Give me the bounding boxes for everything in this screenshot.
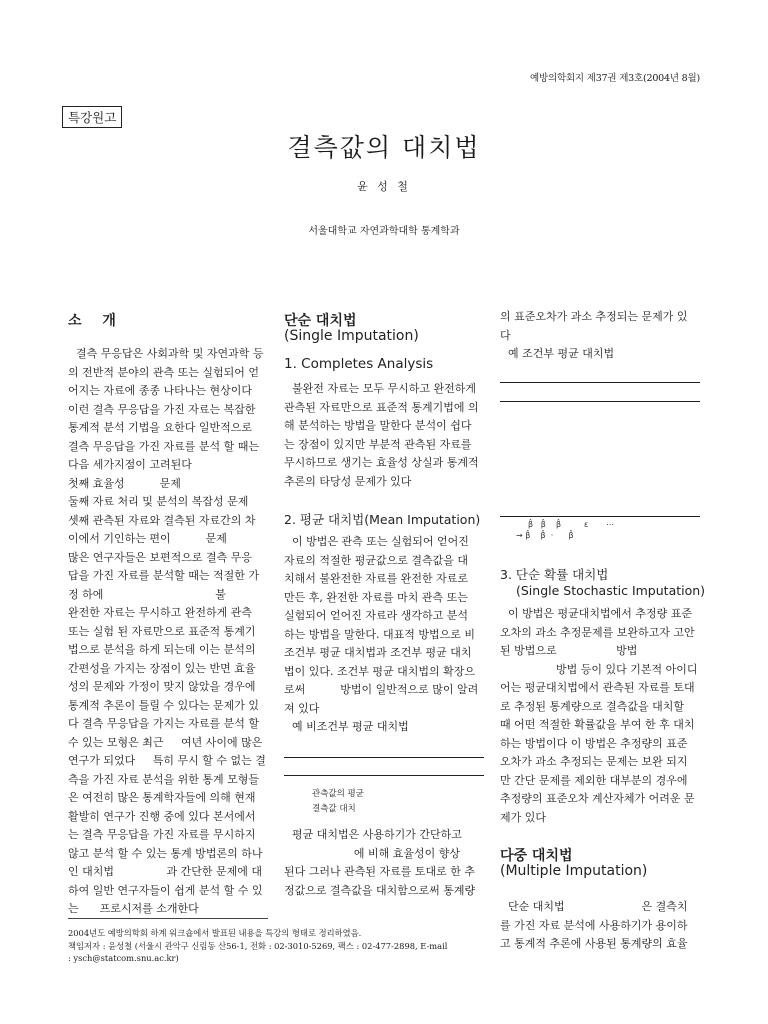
text-line: 많은 연구자들은 보편적으로 결측 무응 <box>68 550 253 564</box>
text-line: 성의 문제와 가정이 맞지 않았을 경우에 <box>68 680 256 693</box>
text-line: 추정량의 표준오차 계산자체가 어려운 문 <box>500 792 695 805</box>
text-line: 방법 등이 있다 기본적 아이디 <box>500 662 698 676</box>
mean-imputation-continued <box>284 826 484 900</box>
text-line: 해 분석하는 방법을 말한다 분석이 쉽다 <box>284 419 472 432</box>
text-line: 하는 방법을 말한다. 대표적 방법으로 비 <box>284 627 475 641</box>
text-line: 않고 분석 할 수 있는 통계 방법론의 하나 <box>68 846 263 860</box>
section-heading-multiple-imputation-en: (Multiple Imputation) <box>500 863 648 879</box>
text-line: 완전한 자료는 무시하고 완전하게 관측 <box>68 606 253 619</box>
text-line: 활발히 연구가 진행 중에 있다 본서에서 <box>68 809 256 823</box>
figure-label-imputed: 결측값 대치 <box>312 804 356 814</box>
text-line: 이에서 기인하는 편이 문제 <box>68 532 227 545</box>
text-line: 수 있는 모형은 최근 여년 사이에 많은 <box>68 735 263 749</box>
text-line: 다음 세가지점이 고려된다 <box>68 458 192 471</box>
text-line: 져 있다 <box>284 701 320 715</box>
text-line: 다 결측 무응답을 가지는 자료를 분석 할 <box>68 717 259 730</box>
example-unconditional-mean: 예 비조건부 평균 대치법 <box>292 720 409 733</box>
text-line: 연구가 되었다 특히 무시 할 수 없는 결 <box>68 754 266 767</box>
footnote-line-1: 2004년도 예방의학회 하계 워크숍에서 발표된 내용을 특강의 형태로 정리하였음. <box>68 928 362 938</box>
text-line: 관측된 자료만으로 표준적 통계기법에 의 <box>284 400 479 414</box>
author-affiliation: 서울대학교 자연과학대학 통계학과 <box>308 226 460 237</box>
text-line: 셋째 관측된 자료와 결측된 자료간의 차 <box>68 513 256 527</box>
text-line: 하여 일반 연구자들이 쉽게 분석 할 수 있 <box>68 883 263 897</box>
text-line: 통계적 분석 기법을 요한다 일반적으로 <box>68 421 253 434</box>
text-line: 추론의 타당성 문제가 있다 <box>284 474 412 488</box>
text-line: 다 <box>500 328 511 342</box>
text-line: 제가 있다 <box>500 810 547 824</box>
subheading-stochastic-en: (Single Stochastic Imputation) <box>516 583 706 598</box>
text-line: 는 프로시저를 소개한다 <box>68 902 199 915</box>
stochastic-imputation-body <box>500 605 700 827</box>
text-line: 간편성을 가지는 장점이 있는 반면 효율 <box>68 661 256 675</box>
text-line: 단순 대치법 은 결측치 <box>508 900 688 913</box>
text-line: 이 방법은 관측 또는 실험되어 얻어진 <box>292 535 469 548</box>
regression-equation-line2: → β̂ β̂ · β̂ <box>516 531 574 540</box>
section-heading-multiple-imputation-kr: 다중 대치법 <box>500 848 573 864</box>
text-line: 만 간단 문제를 제외한 대부분의 경우에 <box>500 773 688 787</box>
text-line: 답을 가진 자료를 분석할 때는 적절한 가 <box>68 569 259 582</box>
text-line: 오차의 과소 추정문제를 보완하고자 고안 <box>500 625 695 639</box>
text-line: 치해서 불완전한 자료를 완전한 자료로 <box>284 572 469 585</box>
text-line: 만든 후, 완전한 자료를 마치 관측 또는 <box>284 590 468 604</box>
text-line: 때 어떤 적절한 확률값을 부여 한 후 대치 <box>500 718 695 731</box>
subheading-mean-imputation: 2. 평균 대치법(Mean Imputation) <box>284 512 481 527</box>
section-heading-single-imputation-kr: 단순 대치법 <box>284 313 357 329</box>
text-line: 의 전반적 분야의 관측 또는 실험되어 얻 <box>68 365 259 379</box>
table-rule-top <box>284 757 484 758</box>
table-rule-bottom <box>284 775 484 776</box>
text-line: 된 방법으로 방법 <box>500 644 638 657</box>
text-line: 오차가 과소 추정되는 문제는 보완 되지 <box>500 755 688 768</box>
subheading-stochastic-kr: 3. 단순 확률 대치법 <box>500 567 609 582</box>
journal-citation: 예방의학회지 제37권 제3호(2004년 8월) <box>530 73 700 84</box>
text-line: 평균 대치법은 사용하기가 간단하고 <box>292 828 462 841</box>
text-line: 어는 평균대치법에서 관측된 자료를 토대 <box>500 681 695 694</box>
text-line: 불완전 자료는 모두 무시하고 완전하게 <box>292 382 477 395</box>
text-line: 법으로 분석을 하게 되는데 이는 분석의 <box>68 643 256 656</box>
text-line: 에 비해 효율성이 향상 <box>284 846 461 860</box>
text-line: 하는 방법이다 이 방법은 추정량의 표준 <box>500 736 688 750</box>
text-line: 첫째 효율성 문제 <box>68 476 181 490</box>
regression-equation-line1: β̂ β̂ β̂ ε ⋯ <box>528 520 615 529</box>
footnote-line-2: 책임저자 : 윤성철 (서울시 관악구 신림동 산56-1, 전화 : 02-3010-5269, 팩스 : 02-477-2898, E-mail : ysch@statcom.snu.ac.kr) <box>68 941 448 963</box>
intro-body <box>68 345 268 919</box>
section-heading-single-imputation-en: (Single Imputation) <box>284 328 419 344</box>
article-type-tag: 특강원고 <box>62 106 122 128</box>
text-line: 또는 실험 된 자료만으로 표준적 통계기 <box>68 624 256 638</box>
text-line: 정값으로 결측값을 대치함으로써 통계량 <box>284 883 476 897</box>
text-line: 이 방법은 평균대치법에서 추정량 표준 <box>508 607 693 620</box>
text-line: 된다 그러나 관측된 자료를 토대로 한 추 <box>284 865 475 878</box>
text-line: 정 하에 불 <box>68 587 226 601</box>
text-line: 의 표준오차가 과소 추정되는 문제가 있 <box>500 310 688 323</box>
text-line: 이런 결측 무응답을 가진 자료는 복잡한 <box>68 402 256 416</box>
text-line: 통계적 추론이 틀릴 수 있다는 문제가 있 <box>68 698 259 712</box>
col3-continued-text <box>500 308 700 345</box>
author-name: 윤 성 철 <box>357 180 411 193</box>
figure-label-observed-mean: 관측값의 평균 <box>312 789 364 799</box>
text-line: 실험되어 얻어진 자료라 생각하고 분석 <box>284 609 469 622</box>
text-line: 인 대치법 과 간단한 문제에 대 <box>68 865 262 878</box>
text-line: 결측 무응답을 가진 자료를 분석 할 때는 <box>68 439 259 453</box>
text-line: 조건부 평균 대치법과 조건부 평균 대치 <box>284 646 472 659</box>
text-line: 자료의 적절한 평균값으로 결측값을 대 <box>284 553 469 567</box>
text-line: 는 결측 무응답을 가진 자료를 무시하지 <box>68 828 256 841</box>
text-line: 법이 있다. 조건부 평균 대치법의 확장으 <box>284 664 475 678</box>
subheading-complete-analysis: 1. Completes Analysis <box>284 356 434 372</box>
table-rule-3 <box>500 516 700 517</box>
text-line: 를 가진 자료 분석에 사용하기가 용이하 <box>500 918 688 932</box>
text-line: 로 추정된 통계량으로 결측값을 대치할 <box>500 699 685 713</box>
text-line: 은 여전히 많은 통계학자들에 의해 현재 <box>68 791 256 804</box>
example-conditional-mean: 예 조건부 평균 대치법 <box>508 347 615 360</box>
table-rule-bottom-2 <box>500 401 700 402</box>
text-line: 고 통계적 추론에 사용된 통계량의 효율 <box>500 937 688 950</box>
text-line: 는 장점이 있지만 부분적 관측된 자료를 <box>284 437 472 451</box>
text-line: 무시하므로 생기는 효율성 상실과 통계적 <box>284 456 479 469</box>
table-rule-top-2 <box>500 382 700 383</box>
complete-analysis-body <box>284 380 484 491</box>
text-line: 둘째 자료 처리 및 분석의 복잡성 문제 <box>68 495 249 508</box>
footnote-rule <box>68 918 268 919</box>
text-line: 결측 무응답은 사회과학 및 자연과학 등 <box>76 347 264 360</box>
text-line: 로써 방법이 일반적으로 많이 알려 <box>284 683 479 696</box>
paper-title: 결측값의 대치법 <box>287 133 481 162</box>
mean-imputation-body <box>284 533 484 718</box>
text-line: 측을 가진 자료 분석을 위한 통계 모형들 <box>68 772 259 786</box>
multiple-imputation-body <box>500 898 700 954</box>
section-heading-intro: 소 개 <box>68 313 124 329</box>
text-line: 어지는 자료에 종종 나타나는 현상이다 <box>68 384 253 397</box>
